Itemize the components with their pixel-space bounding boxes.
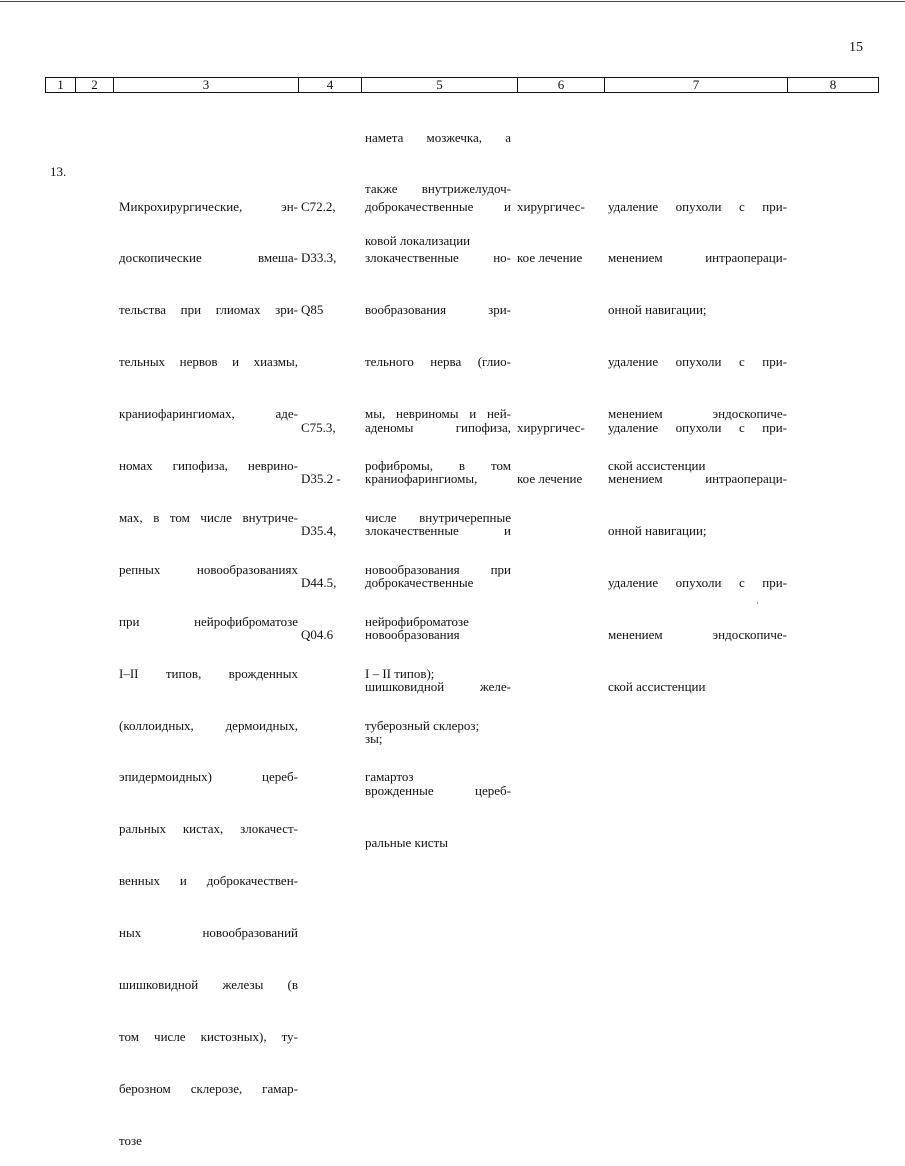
text-line: доброкачественные и: [365, 198, 511, 214]
text-line: ных новообразований: [119, 925, 298, 941]
column-header-1: 1: [46, 78, 76, 92]
text-line: менением эндоскопиче-: [608, 406, 787, 422]
text-line: вообразования зри-: [365, 302, 511, 318]
text-line: тозе: [119, 1132, 142, 1148]
text-line: аденомы гипофиза,: [365, 419, 511, 435]
text-line: также внутрижелудоч-: [365, 181, 511, 197]
text-line: C75.3,: [301, 419, 336, 435]
text-line: удаление опухоли с при-: [608, 198, 787, 214]
column-header-6: 6: [518, 78, 605, 92]
text-line: D35.2 -: [301, 471, 341, 487]
row-number: 13.: [50, 164, 67, 179]
text-line: ральных кистах, злокачест-: [119, 821, 298, 837]
text-line: менением интраопераци-: [608, 471, 787, 487]
treatment-type-group-1: [517, 163, 585, 284]
scan-mark: ·: [756, 598, 759, 608]
text-line: тельных нервов и хиазмы,: [119, 354, 298, 370]
text-line: доскопические вмеша-: [119, 250, 298, 266]
text-line: удаление опухоли с при-: [608, 419, 787, 435]
text-line: краниофарингиомах, аде-: [119, 406, 298, 422]
text-line: тельства при глиомах зри-: [119, 302, 298, 318]
text-line: ральные кисты: [365, 834, 448, 850]
text-line: нейрофиброматозе: [365, 613, 469, 629]
text-line: C72.2,: [301, 198, 336, 214]
method-description: [119, 163, 298, 1166]
text-line: злокачественные но-: [365, 250, 511, 266]
column-header-5: 5: [362, 78, 518, 92]
text-line: кое лечение: [517, 250, 583, 266]
text-line: тельного нерва (глио-: [365, 354, 511, 370]
text-line: менением эндоскопиче-: [608, 627, 787, 643]
text-line: хирургичес-: [517, 198, 585, 214]
text-line: том числе кистозных), ту-: [119, 1028, 298, 1044]
text-line: числе внутричерепные: [365, 509, 511, 525]
text-line: ской ассистенции: [608, 458, 706, 474]
text-line: рофибромы, в том: [365, 458, 511, 474]
text-line: онной навигации;: [608, 523, 707, 539]
text-line: репных новообразованиях: [119, 561, 298, 577]
text-line: Q85: [301, 302, 324, 318]
text-line: кое лечение: [517, 471, 583, 487]
text-line: онной навигации;: [608, 302, 707, 318]
text-line: мы, невриномы и ней-: [365, 406, 511, 422]
text-line: мах, в том числе внутриче-: [119, 509, 298, 525]
text-line: ковой локализации: [365, 233, 471, 249]
text-line: краниофарингиомы,: [365, 471, 478, 487]
text-line: гамартоз: [365, 769, 414, 785]
text-line: Микрохирургические, эн-: [119, 198, 298, 214]
text-line: новообразования при: [365, 561, 511, 577]
text-line: берозном склерозе, гамар-: [119, 1080, 298, 1096]
text-line: D44.5,: [301, 575, 337, 591]
text-line: зы;: [365, 730, 383, 746]
column-header-7: 7: [605, 78, 788, 92]
text-line: удаление опухоли с при-: [608, 575, 787, 591]
text-line: номах гипофиза, неврино-: [119, 458, 298, 474]
text-line: D35.4,: [301, 523, 337, 539]
icd-codes-group-2: [301, 384, 341, 661]
column-header-2: 2: [76, 78, 114, 92]
text-line: при нейрофиброматозе: [119, 613, 298, 629]
text-line: хирургичес-: [517, 419, 585, 435]
text-line: венных и доброкачествен-: [119, 873, 298, 889]
text-line: шишковидной железы (в: [119, 976, 298, 992]
text-line: шишковидной желе-: [365, 679, 511, 695]
text-line: I – II типов);: [365, 665, 435, 681]
text-line: злокачественные и: [365, 523, 511, 539]
treatment-method-group-2: [608, 384, 787, 713]
diagnosis-group-2: [365, 384, 511, 868]
text-line: новообразования: [365, 627, 460, 643]
text-line: (коллоидных, дермоидных,: [119, 717, 298, 733]
text-line: доброкачественные: [365, 575, 474, 591]
text-line: D33.3,: [301, 250, 337, 266]
text-line: удаление опухоли с при-: [608, 354, 787, 370]
text-line: ской ассистенции: [608, 679, 706, 695]
text-line: врожденные цереб-: [365, 782, 511, 798]
text-line: туберозный склероз;: [365, 717, 480, 733]
column-header-4: 4: [299, 78, 362, 92]
text-line: Q04.6: [301, 627, 334, 643]
text-line: I–II типов, врожденных: [119, 665, 298, 681]
top-rule: [0, 1, 905, 2]
column-header-3: 3: [114, 78, 299, 92]
text-line: намета мозжечка, а: [365, 129, 511, 145]
column-header-8: 8: [829, 77, 837, 92]
text-line: менением интраопераци-: [608, 250, 787, 266]
icd-codes-group-1: [301, 163, 336, 336]
text-line: эпидермоидных) цереб-: [119, 769, 298, 785]
column-number-header: [45, 77, 879, 93]
treatment-type-group-2: [517, 384, 585, 505]
page-number: 15: [849, 40, 863, 55]
